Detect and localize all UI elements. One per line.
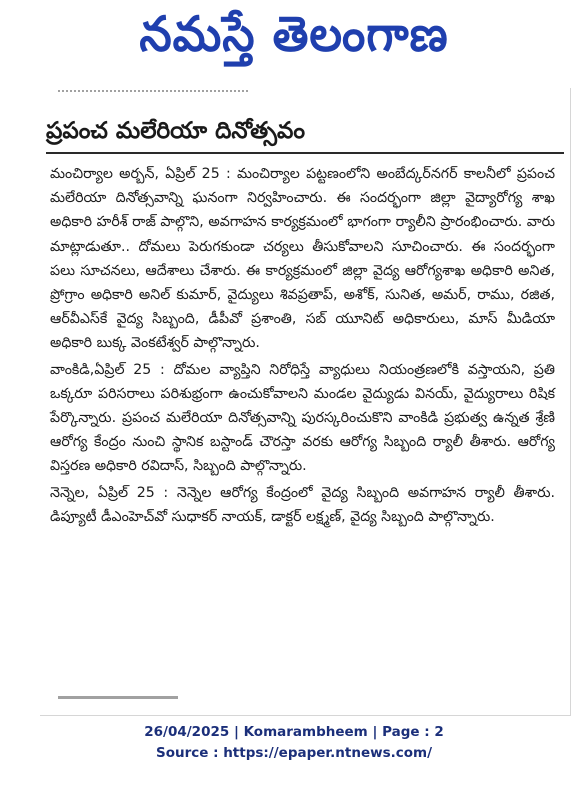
article-paragraph: వాంకిడి,ఏప్రిల్ 25 : దోమల వ్యాప్తిని నిరోధిస్తే వ్యాధులు నియంత్రణలోకి వస్తాయని, ప్రతి ఒక్కరూ పరిసరాలు పరిశుభ్రంగా ఉంచుకోవాలని మండల వైద్యుడు వినయ్, వైద్యురాలు రిషిక పేర్కొన్నారు. ప్రపంచ మలేరియా దినోత్సవాన్ని పురస్కరించుకొని వాంకిడి ప్రభుత్వ ఉన్నత శ్రేణి ఆరోగ్య కేంద్రం నుంచి స్థానిక బస్టాండ్ చౌరస్తా వరకు ఆరోగ్య సిబ్బంది ర్యాలీ తీశారు. ఆరోగ్య విస్తరణ అధికారి రవిదాస్, సిబ్బంది పాల్గొన్నారు. [50,361,555,475]
source-link[interactable]: Source : https://epaper.ntnews.com/ [155,745,433,761]
clipping-cut-edge [58,90,248,100]
article-paragraph: మంచిర్యాల అర్బన్, ఏప్రిల్ 25 : మంచిర్యాల పట్టణంలోని అంబేద్కర్‌నగర్ కాలనీలో ప్రపంచ మలేరియా దినోత్సవాన్ని ఘనంగా నిర్వహించారు. ఈ సందర్భంగా జిల్లా వైద్యారోగ్య శాఖ అధికారి హరీశ్ రాజ్ పాల్గొని, అవగాహన కార్యక్రమంలో భాగంగా ర్యాలీని ప్రారంభించారు. వారు మాట్లాడుతూ.. దోమలు పెరుగకుండా చర్యలు తీసుకోవాలని సూచించారు. ఈ సందర్భంగా పలు సూచనలు, ఆదేశాలు చేశారు. ఈ కార్యక్రమంలో జిల్లా వైద్య ఆరోగ్యశాఖ అధికారి అనిత, ప్రోగ్రాం అధికారి అనిల్ కుమార్, వైద్యులు శివప్రతాప్, అశోక్, సునిత, అమర్, రాము, రజిత, ఆర్‌వీఎస్‌కే వైద్య సిబ్బంది, డీపీవో ప్రశాంతి, సబ్ యూనిట్ అధికారులు, మాస్ మీడియా అధికారి బుక్క వెంకటేశ్వర్ పాల్గొన్నారు. [50,166,555,352]
headline-rule [46,152,564,154]
source-footer [0,722,588,764]
newspaper-logo: నమస్తే తెలంగాణ [139,5,449,63]
article-clipping [40,88,571,716]
clipping-cut-edge [58,696,178,705]
article-body [50,162,555,531]
edition-info: 26/04/2025 | Komarambheem | Page : 2 [144,724,444,740]
article-headline: ప్రపంచ మలేరియా దినోత్సవం [46,118,305,144]
masthead [0,0,588,80]
article-paragraph: నెన్నెల, ఏప్రిల్ 25 : నెన్నెల ఆరోగ్య కేంద్రంలో వైద్య సిబ్బంది అవగాహన ర్యాలీ తీశారు. డిప్యూటీ డీఎంహెచ్‌వో సుధాకర్ నాయక్, డాక్టర్ లక్ష్మణ్, వైద్య సిబ్బంది పాల్గొన్నారు. [50,484,555,525]
